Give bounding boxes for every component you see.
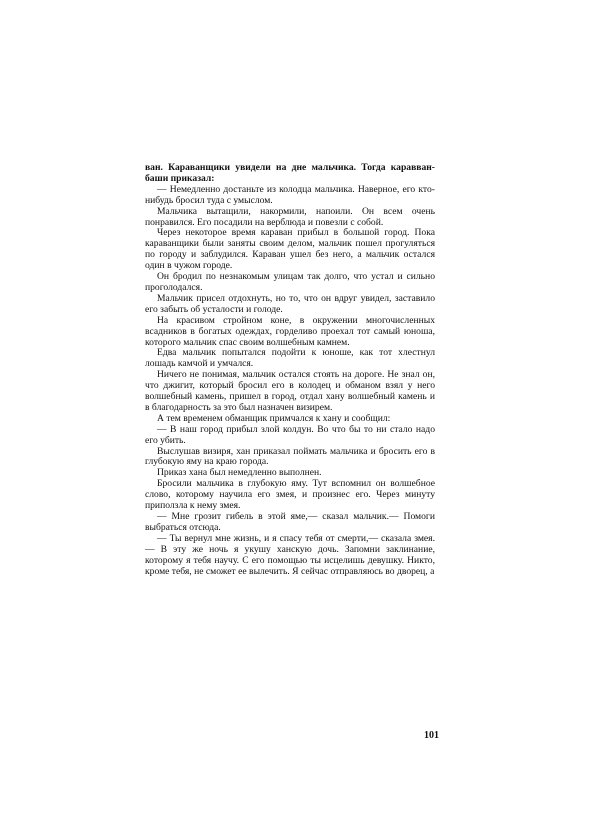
paragraph: Мальчика вытащили, накормили, напоили. Он всем очень понравился. Его посадили на верблюда и повезли с собой.	[145, 205, 435, 228]
paragraph: — Немедленно достаньте из колодца мальчика. Наверное, его кто-нибудь бросил туда с умыслом.	[145, 183, 435, 206]
paragraph: Едва мальчик попытался подойти к юноше, как тот хлестнул лошадь камчой и умчался.	[145, 347, 435, 370]
paragraph: Ничего не понимая, мальчик остался стоять на дороге. Не знал он, что джигит, который бросил его в колодец и обманом взял у него волшебный камень, пришел в город, отдал хану волшебный камень и в благодарность за это был назначен визирем.	[145, 369, 435, 413]
paragraph: Через некоторое время караван прибыл в большой город. Пока караванщики были заняты своим делом, мальчик пошел прогуляться по городу и заблудился. Караван ушел без него, а мальчик остался один в чужом городе.	[145, 227, 435, 272]
paragraph: Бросили мальчика в глубокую яму. Тут вспомнил он волшебное слово, которому научила его змея, и произнес его. Через минуту приползла к нему змея.	[145, 478, 435, 512]
paragraph: — Ты вернул мне жизнь, и я спасу тебя от смерти,— сказала змея. — В эту же ночь я укушу ханскую дочь. Запомни заклинание, которому я тебя научу. С его помощью ты исцелишь девушку. Никто, кроме тебя, не сможет ее вылечить. Я сейчас отправляюсь во дворец, а	[145, 532, 435, 577]
book-page-text	[145, 163, 435, 577]
paragraph: — Мне грозит гибель в этой яме,— сказал мальчик.— Помоги выбраться отсюда.	[145, 511, 435, 533]
paragraph: На красивом стройном коне, в окружении многочисленных всадников в богатых одеждах, горделиво проехал тот самый юноша, которого мальчик спас своим волшебным камнем.	[145, 314, 435, 348]
paragraph: Мальчик присел отдохнуть, но то, что он вдруг увидел, заставило его забыть об усталости и голоде.	[145, 292, 435, 315]
paragraph: Выслушав визиря, хан приказал поймать мальчика и бросить его в глубокую яму на краю города.	[145, 445, 435, 468]
paragraph: ван. Караванщики увидели на дне мальчика. Тогда каравван-баши приказал:	[145, 162, 435, 184]
paragraph: А тем временем обманщик примчался к хану и сообщил:	[157, 412, 391, 424]
paragraph: Он бродил по незнакомым улицам так долго, что устал и сильно проголодался.	[145, 271, 435, 293]
paragraph: Приказ хана был немедленно выполнен.	[157, 467, 322, 479]
paragraph: — В наш город прибыл злой колдун. Во что бы то ни стало надо его убить.	[145, 423, 435, 446]
page-number: 101	[424, 730, 439, 741]
